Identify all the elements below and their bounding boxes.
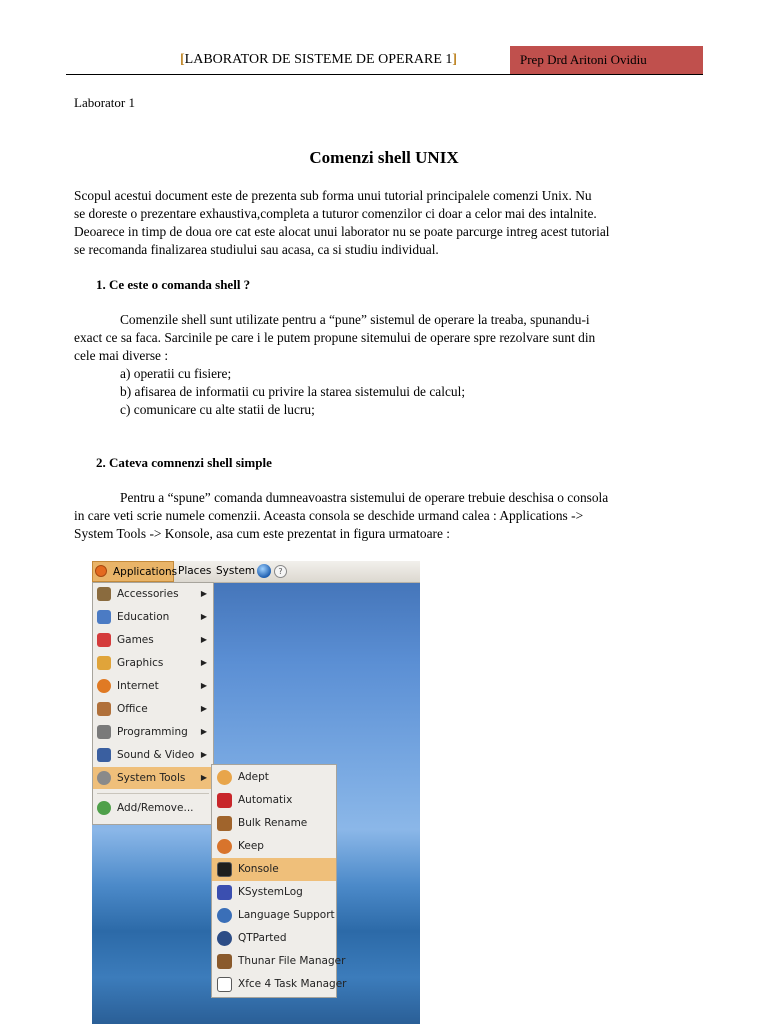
office-icon xyxy=(97,702,111,716)
submenu-item-label: Bulk Rename xyxy=(238,817,308,829)
submenu-item-label: Language Support xyxy=(238,909,335,921)
submenu-item-label: Adept xyxy=(238,771,269,783)
submenu-arrow-icon: ▶ xyxy=(200,727,207,736)
menu-item-label: Office xyxy=(117,703,148,715)
submenu-item-label: Automatix xyxy=(238,794,293,806)
menu-item-education[interactable] xyxy=(93,606,213,628)
bulk-rename-icon xyxy=(217,816,232,831)
lab-label: Laborator 1 xyxy=(74,95,136,110)
menu-item-accessories[interactable] xyxy=(93,583,213,605)
thunar-icon xyxy=(217,954,232,969)
section-1-list xyxy=(120,365,465,419)
qtparted-icon xyxy=(217,931,232,946)
submenu-arrow-icon: ▶ xyxy=(200,681,207,690)
menu-item-internet[interactable] xyxy=(93,675,213,697)
submenu-item-ksystemlog[interactable] xyxy=(212,881,336,904)
konsole-icon xyxy=(217,862,232,877)
menu-separator xyxy=(97,793,209,794)
panel-places[interactable]: Places xyxy=(178,565,212,577)
panel-system[interactable]: System xyxy=(216,565,256,577)
submenu-arrow-icon: ▶ xyxy=(200,612,207,621)
submenu-arrow-icon: ▶ xyxy=(200,773,207,782)
submenu-item-task-manager[interactable] xyxy=(212,973,347,996)
menu-item-label: Accessories xyxy=(117,588,179,600)
submenu-item-qtparted[interactable] xyxy=(212,927,336,950)
top-panel xyxy=(92,561,420,583)
menu-item-add-remove[interactable] xyxy=(93,797,213,819)
menu-item-graphics[interactable] xyxy=(93,652,213,674)
submenu-item-label: Thunar File Manager xyxy=(238,955,346,967)
list-item: c) comunicare cu alte statii de lucru; xyxy=(120,402,315,417)
menu-item-label: Graphics xyxy=(117,657,164,669)
submenu-item-label: Keep xyxy=(238,840,264,852)
task-manager-icon xyxy=(217,977,232,992)
intro-line: Deoarece in timp de doua ore cat este alocat unui laborator nu se poate parcurge intreg acest tutorial xyxy=(74,224,610,239)
submenu-item-label: KSystemLog xyxy=(238,886,303,898)
submenu-item-bulk-rename[interactable] xyxy=(212,812,336,835)
intro-line: se doreste o prezentare exhaustiva,completa a tuturor comenzilor ci doar a celor mai des intalnite. xyxy=(74,206,597,221)
ksystemlog-icon xyxy=(217,885,232,900)
menu-item-label: Games xyxy=(117,634,154,646)
menu-item-label: Programming xyxy=(117,726,188,738)
section-1-line: exact ce sa faca. Sarcinile pe care i le putem propune sitemului de operare spre rezolvare sunt din xyxy=(74,330,596,345)
header-title xyxy=(180,52,457,68)
header-author: Prep Drd Aritoni Ovidiu xyxy=(510,46,703,74)
help-icon[interactable]: ? xyxy=(274,565,287,578)
intro-line: Scopul acestui document este de prezenta sub forma unui tutorial principalele comenzi Unix. Nu xyxy=(74,188,592,203)
panel-applications-label: Applications xyxy=(113,566,178,578)
intro-line: se recomanda finalizarea studiului sau acasa, ca si studiu individual. xyxy=(74,242,439,257)
graphics-icon xyxy=(97,656,111,670)
menu-item-programming[interactable] xyxy=(93,721,213,743)
submenu-arrow-icon: ▶ xyxy=(200,635,207,644)
menu-item-label: System Tools xyxy=(117,772,186,784)
section-1-line: cele mai diverse : xyxy=(74,348,169,363)
header-bracket-close: ] xyxy=(452,52,458,67)
sound-video-icon xyxy=(97,748,111,762)
ubuntu-logo-icon xyxy=(95,565,107,577)
submenu-item-label: Xfce 4 Task Manager xyxy=(238,978,347,990)
system-tools-icon xyxy=(97,771,111,785)
programming-icon xyxy=(97,725,111,739)
menu-item-system-tools[interactable] xyxy=(93,767,213,789)
header-rule xyxy=(66,74,703,75)
section-2-heading: 2. Cateva comnenzi shell simple xyxy=(96,455,272,470)
submenu-arrow-icon: ▶ xyxy=(200,750,207,759)
submenu-item-label: Konsole xyxy=(238,863,279,875)
submenu-item-label: QTParted xyxy=(238,932,287,944)
menu-item-label: Internet xyxy=(117,680,159,692)
intro-paragraph xyxy=(74,187,610,259)
menu-item-label: Education xyxy=(117,611,170,623)
submenu-item-language-support[interactable] xyxy=(212,904,336,927)
system-tools-submenu xyxy=(211,764,347,998)
keep-icon xyxy=(217,839,232,854)
document-title: Comenzi shell UNIX xyxy=(309,148,459,167)
menu-item-sound-video[interactable] xyxy=(93,744,213,766)
add-remove-icon xyxy=(97,801,111,815)
menu-screenshot xyxy=(92,561,420,1024)
list-item: a) operatii cu fisiere; xyxy=(120,366,232,381)
section-1-paragraph xyxy=(74,311,595,365)
language-support-icon xyxy=(217,908,232,923)
games-icon xyxy=(97,633,111,647)
education-icon xyxy=(97,610,111,624)
section-1-line: Comenzile shell sunt utilizate pentru a “pune” sistemul de operare la treaba, spunandu-i xyxy=(120,312,590,327)
section-2-line: System Tools -> Konsole, asa cum este prezentat in figura urmatoare : xyxy=(74,526,450,541)
accessories-icon xyxy=(97,587,111,601)
menu-item-games[interactable] xyxy=(93,629,213,651)
submenu-arrow-icon: ▶ xyxy=(200,704,207,713)
section-2-line: Pentru a “spune” comanda dumneavoastra sistemului de operare trebuie deschisa o consola xyxy=(120,490,609,505)
submenu-arrow-icon: ▶ xyxy=(200,589,207,598)
section-1-heading: 1. Ce este o comanda shell ? xyxy=(96,277,251,292)
section-2-paragraph xyxy=(74,489,608,543)
submenu-item-keep[interactable] xyxy=(212,835,336,858)
header-bracket-open: [ xyxy=(180,52,185,67)
section-2-line: in care veti scrie numele comenzii. Aceasta consola se deschide urmand calea : Applications -> xyxy=(74,508,584,523)
menu-item-label: Add/Remove... xyxy=(117,802,194,814)
applications-menu xyxy=(92,582,214,825)
submenu-arrow-icon: ▶ xyxy=(200,658,207,667)
globe-icon[interactable] xyxy=(257,564,271,578)
menu-item-office[interactable] xyxy=(93,698,213,720)
internet-icon xyxy=(97,679,111,693)
adept-icon xyxy=(217,770,232,785)
submenu-item-konsole[interactable] xyxy=(212,858,336,881)
automatix-icon xyxy=(217,793,232,808)
menu-item-label: Sound & Video xyxy=(117,749,195,761)
submenu-item-thunar[interactable] xyxy=(212,950,346,973)
submenu-item-automatix[interactable] xyxy=(212,789,336,812)
submenu-item-adept[interactable] xyxy=(212,766,336,789)
list-item: b) afisarea de informatii cu privire la starea sistemului de calcul; xyxy=(120,384,466,399)
header-title-text: LABORATOR DE SISTEME DE OPERARE 1 xyxy=(184,52,453,67)
